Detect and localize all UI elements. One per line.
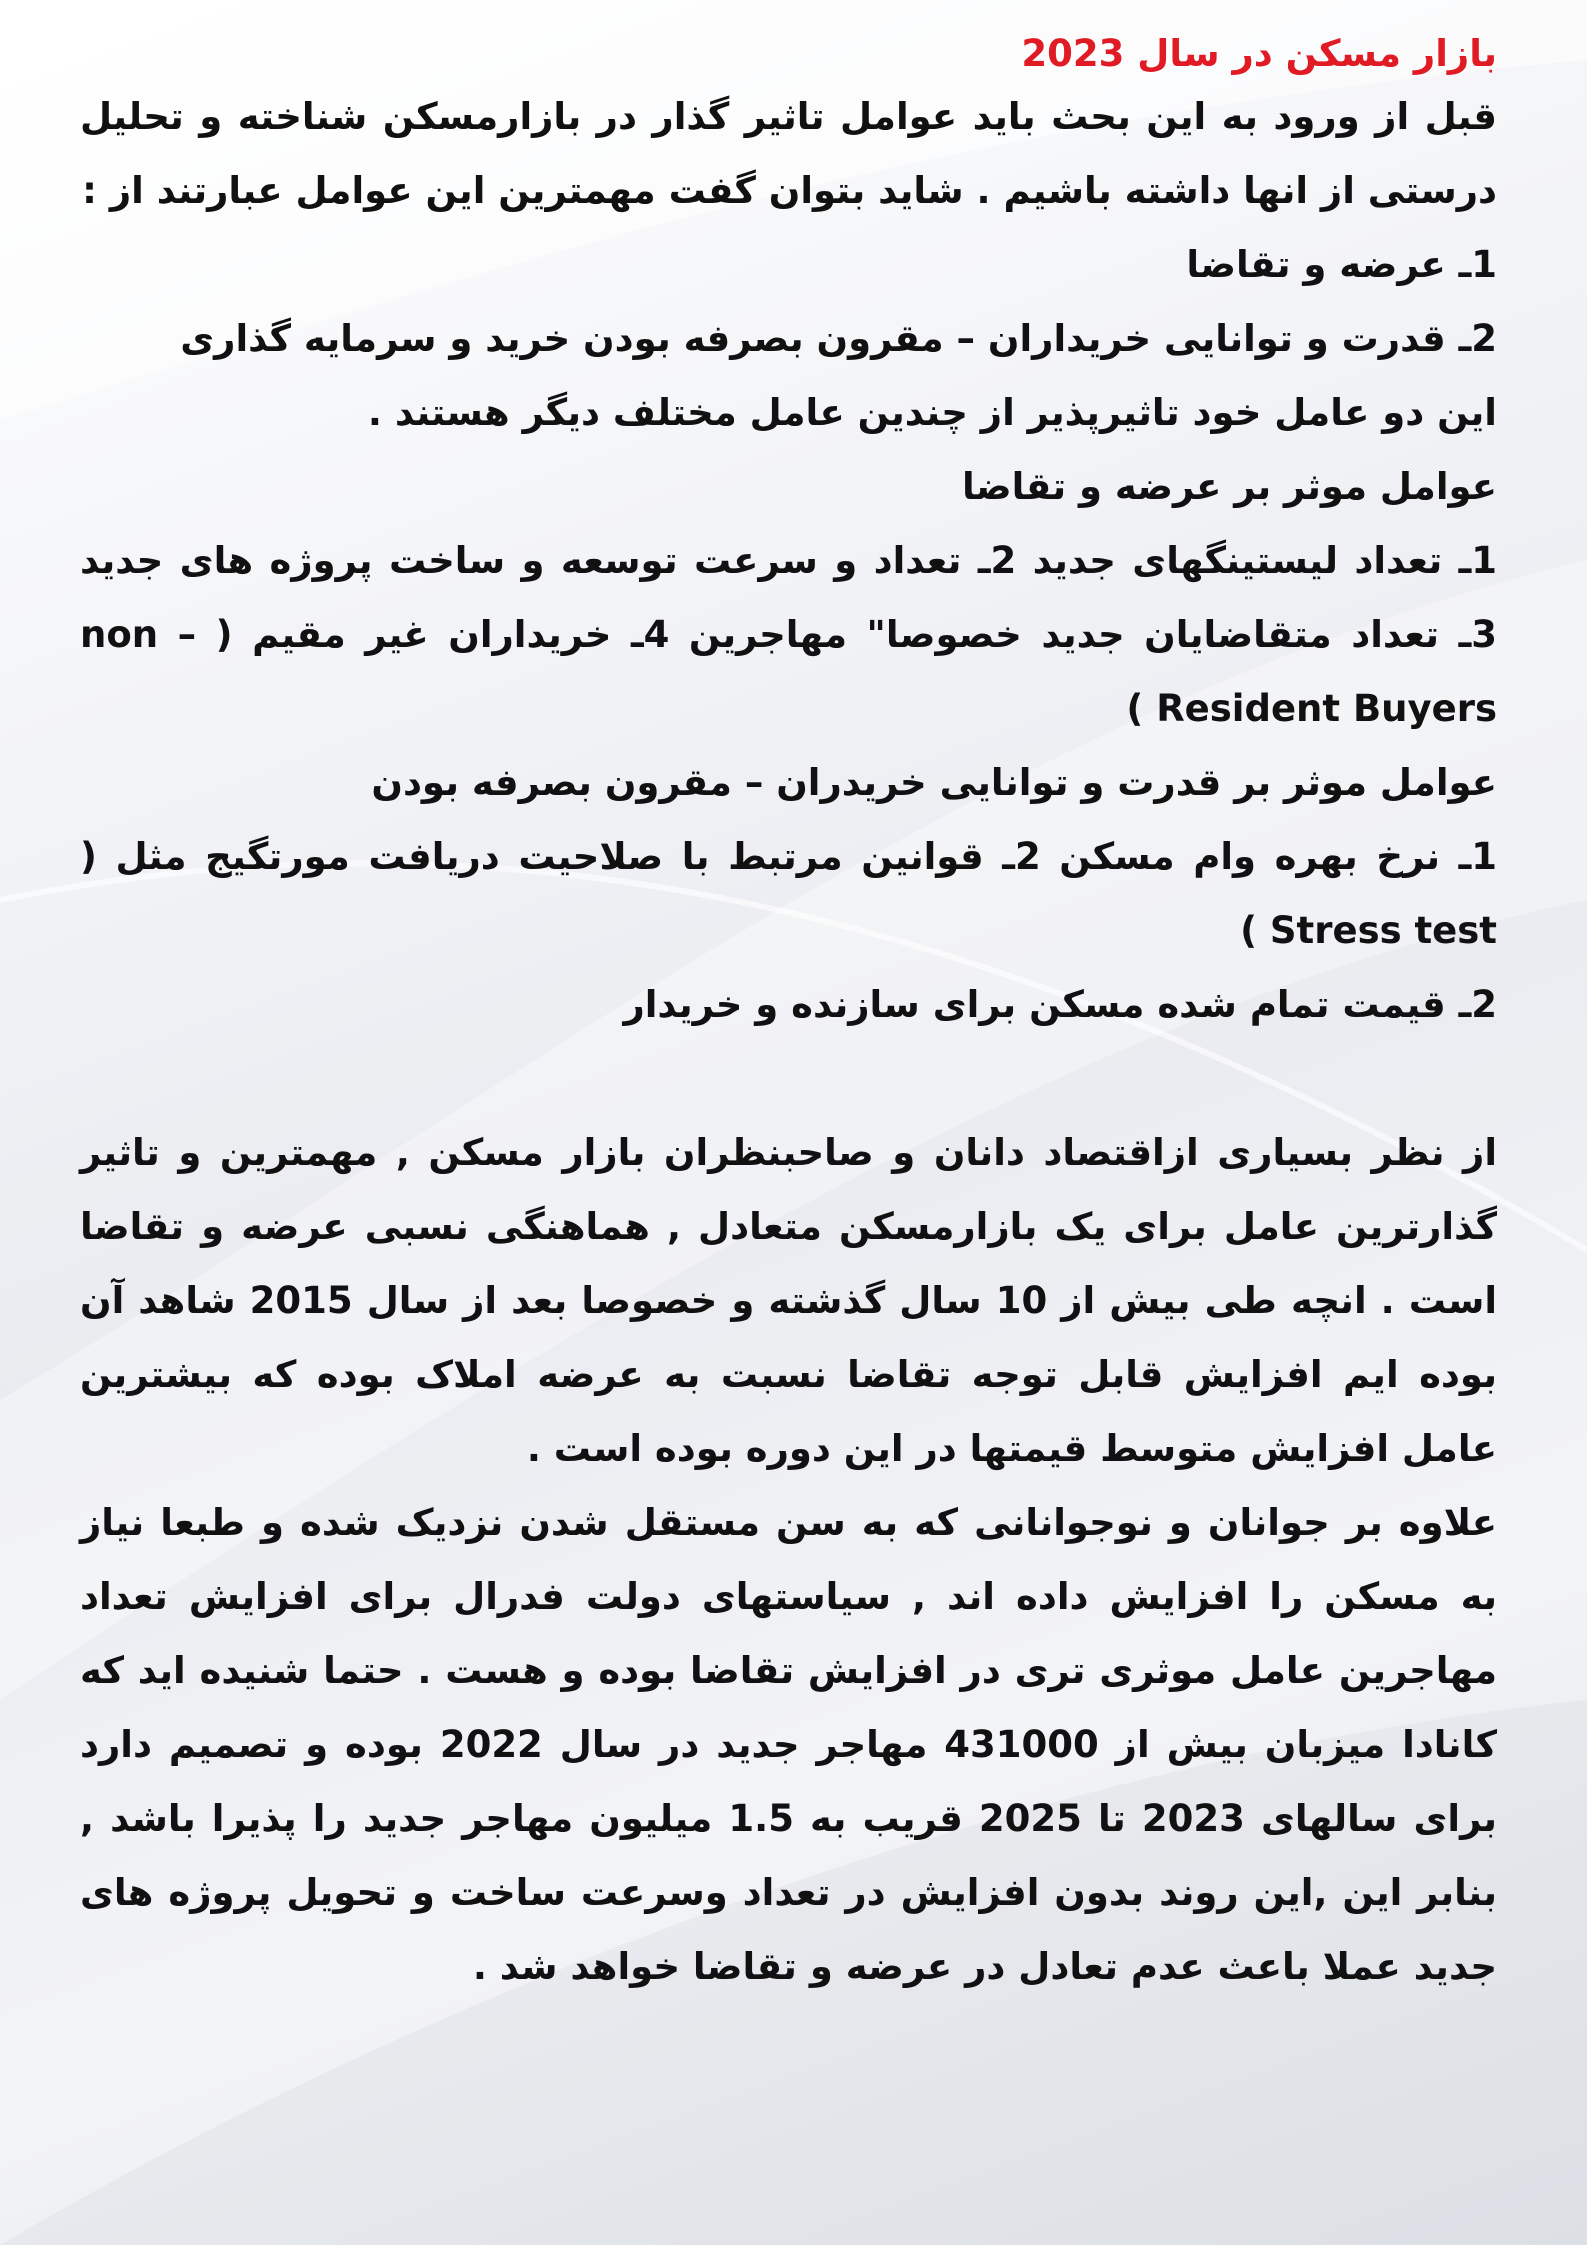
document-body: [80, 28, 1497, 2004]
intro-paragraph: قبل از ورود به این بحث باید عوامل تاثیر گذار در بازارمسکن شناخته و تحلیل درستی از انها داشته باشیم . شاید بتوان گفت مهمترین این عوامل عبارتند از :: [80, 95, 1497, 212]
spacer: [80, 1042, 1497, 1116]
supply-items: 1ـ تعداد لیستینگهای جدید 2ـ تعداد و سرعت توسعه و ساخت پروژه های جدید 3ـ تعداد متقاضایان جدید خصوصا" مهاجرین 4ـ خریداران غیر مقیم ( non – Resident Buyers ): [80, 539, 1497, 730]
afford-item-1: 1ـ نرخ بهره وام مسکن 2ـ قوانین مرتبط با صلاحیت دریافت مورتگیج مثل ( Stress test ): [80, 835, 1497, 952]
factors-note: این دو عامل خود تاثیرپذیر از چندین عامل مختلف دیگر هستند .: [367, 391, 1497, 434]
paragraph-1: از نظر بسیاری ازاقتصاد دانان و صاحبنظران بازار مسکن , مهمترین و تاثیر گذارترین عامل برای یک بازارمسکن متعادل , هماهنگی نسبی عرضه و تقاضا است . انچه طی بیش از 10 سال گذشته و خصوصا بعد از سال 2015 شاهد آن بوده ایم افزایش قابل توجه تقاضا نسبت به عرضه املاک بوده که بیشترین عامل افزایش متوسط قیمتها در این دوره بوده است .: [80, 1131, 1498, 1470]
factor-1: 1ـ عرضه و تقاضا: [1186, 243, 1497, 286]
document-title: بازار مسکن در سال 2023: [1021, 32, 1497, 75]
paragraph-2: علاوه بر جوانان و نوجوانانی که به سن مستقل شدن نزدیک شده و طبعا نیاز به مسکن را افزایش داده اند , سیاستهای دولت فدرال برای افزایش تعداد مهاجرین عامل موثری تری در افزایش تقاضا بوده و هست . حتما شنیده اید که کانادا میزبان بیش از 431000 مهاجر جدید در سال 2022 بوده و تصمیم دارد برای سالهای 2023 تا 2025 قریب به 1.5 میلیون مهاجر جدید را پذیرا باشد , بنابر این ,این روند بدون افزایش در تعداد وسرعت ساخت و تحویل پروژه های جدید عملا باعث عدم تعادل در عرضه و تقاضا خواهد شد .: [80, 1501, 1498, 1988]
supply-heading: عوامل موثر بر عرضه و تقاضا: [962, 465, 1497, 508]
factor-2: 2ـ قدرت و توانایی خریداران – مقرون بصرفه بودن خرید و سرمایه گذاری: [180, 317, 1497, 360]
afford-item-2: 2ـ قیمت تمام شده مسکن برای سازنده و خریدار: [623, 983, 1497, 1026]
afford-heading: عوامل موثر بر قدرت و توانایی خریدران – مقرون بصرفه بودن: [371, 761, 1497, 804]
